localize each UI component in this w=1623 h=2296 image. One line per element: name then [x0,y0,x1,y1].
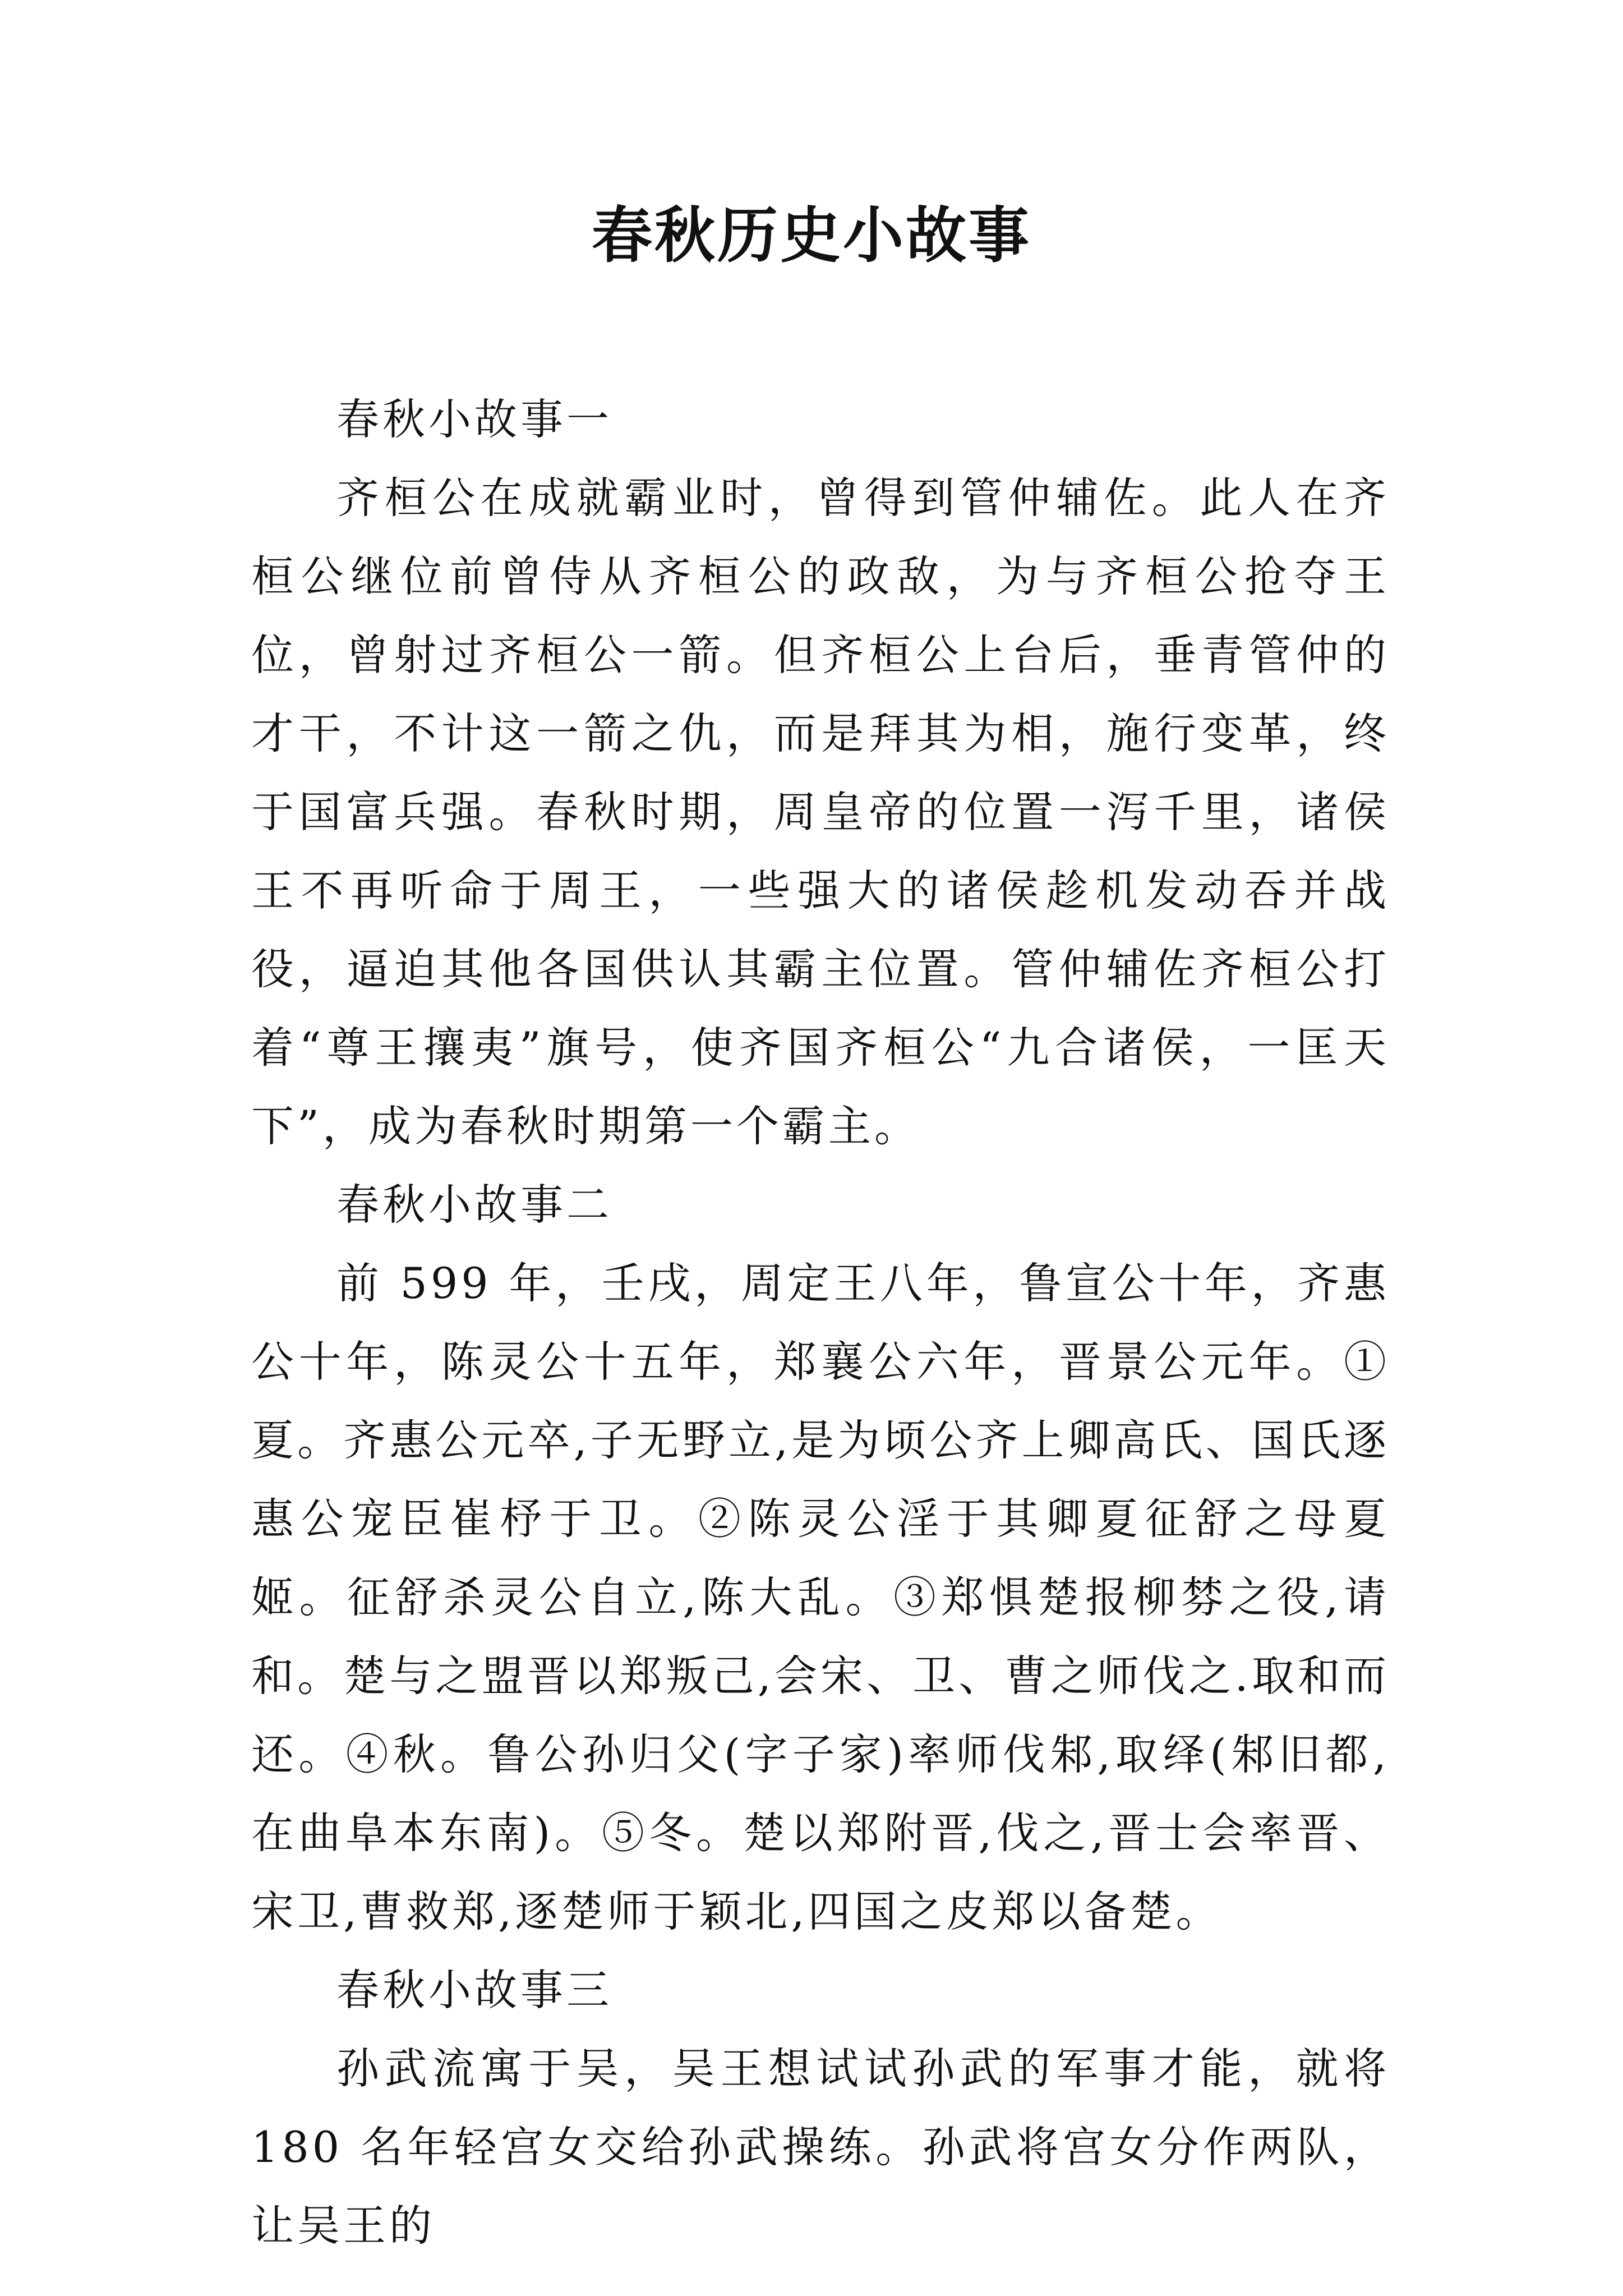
story-heading-1: 春秋小故事一 [336,394,612,444]
story-paragraph-2: 前 599 年，壬戌，周定王八年，鲁宣公十年，齐惠公十年，陈灵公十五年，郑襄公六年，晋景公元年。①夏。齐惠公元卒,子无野立,是为顷公齐上卿高氏、国氏逐惠公宠臣崔杼于卫。②陈灵公淫于其卿夏征舒之母夏姬。征舒杀灵公自立,陈大乱。③郑惧楚报柳棼之役,请和。楚与之盟晋以郑叛己,会宋、卫、曹之师伐之.取和而还。④秋。鲁公孙归父(字子家)率师伐邾,取绎(邾旧都,在曲阜本东南)。⑤冬。楚以郑附晋,伐之,晋士会率晋、宋卫,曹救郑,逐楚师于颖北,四国之皮郑以备楚。 [251,1258,1390,1936]
document-body [251,380,1390,2265]
story-paragraph-3: 孙武流寓于吴，吴王想试试孙武的军事才能，就将 180 名年轻宫女交给孙武操练。孙武将宫女分作两队，让吴王的 [251,2044,1390,2251]
story-heading-3: 春秋小故事三 [336,1965,612,2015]
story-paragraph-1: 齐桓公在成就霸业时，曾得到管仲辅佐。此人在齐桓公继位前曾侍从齐桓公的政敌，为与齐桓公抢夺王位，曾射过齐桓公一箭。但齐桓公上台后，垂青管仲的才干，不计这一箭之仇，而是拜其为相，施行变革，终于国富兵强。春秋时期，周皇帝的位置一泻千里，诸侯王不再听命于周王，一些强大的诸侯趁机发动吞并战役，逼迫其他各国供认其霸主位置。管仲辅佐齐桓公打着“尊王攘夷”旗号，使齐国齐桓公“九合诸侯，一匡天下”，成为春秋时期第一个霸主。 [251,473,1390,1151]
document-title: 春秋历史小故事 [591,200,1031,271]
story-heading-2: 春秋小故事二 [336,1180,612,1230]
